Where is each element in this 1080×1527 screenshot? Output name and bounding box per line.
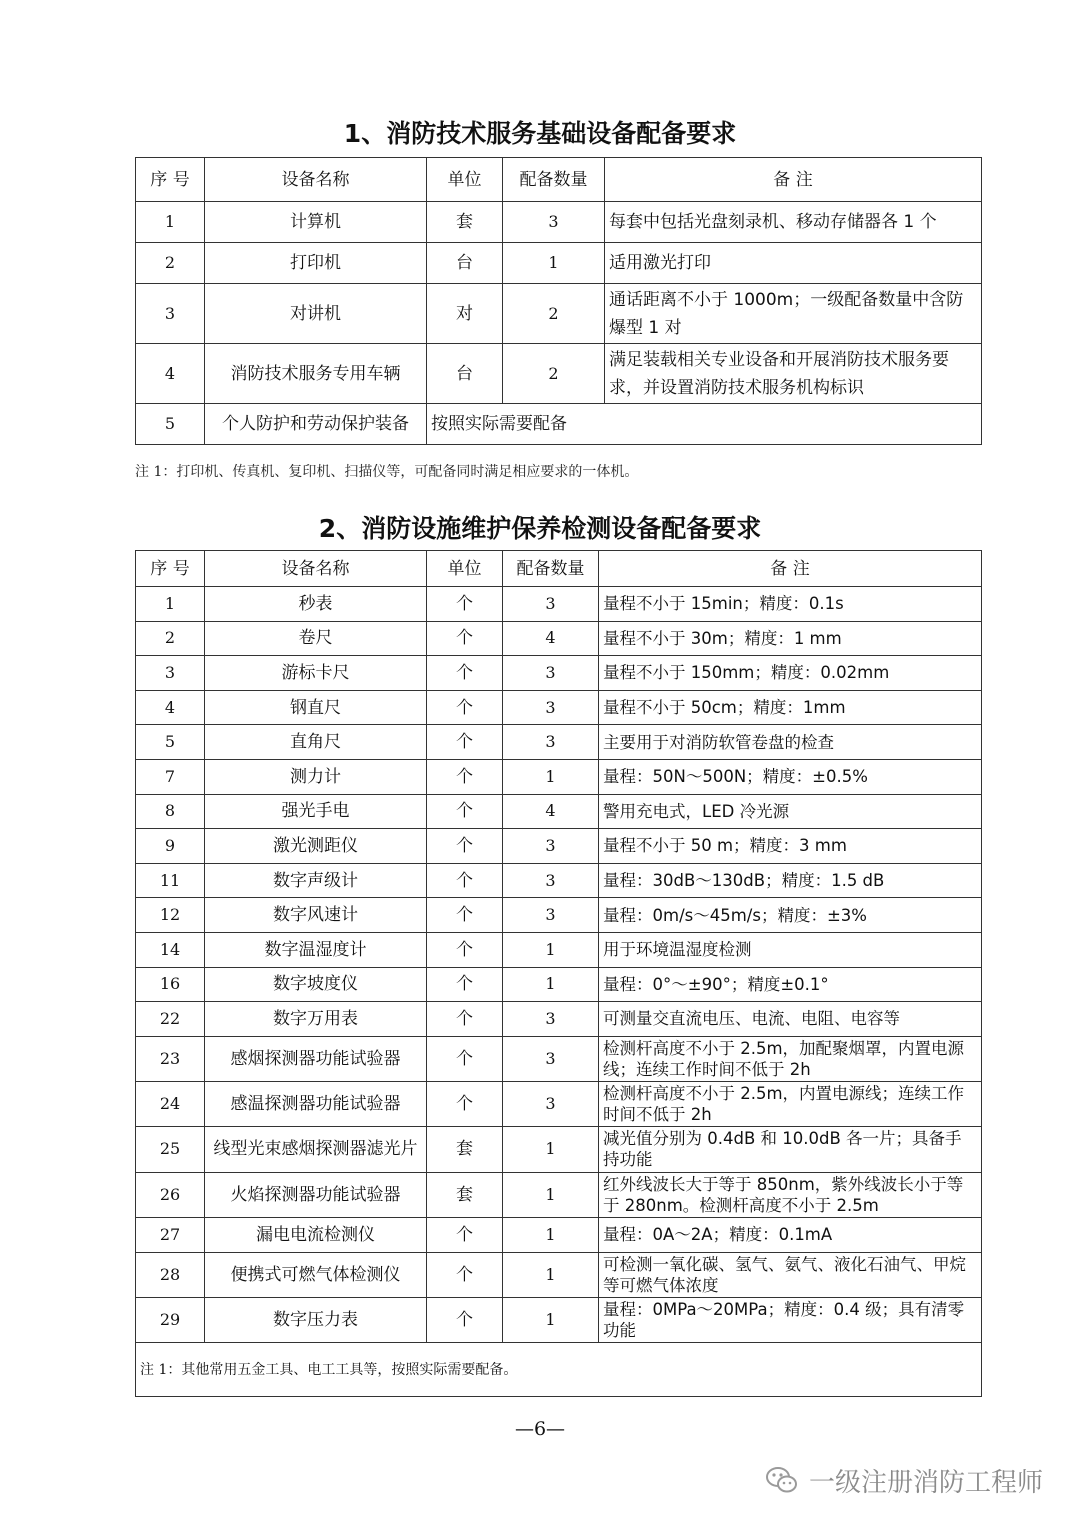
row-qty: 2: [503, 284, 605, 344]
row-name: 线型光束感烟探测器滤光片: [205, 1127, 427, 1172]
table-row: [136, 725, 982, 760]
row-qty: 1: [503, 1252, 599, 1297]
table2-footnote: 注 1：其他常用五金工具、电工工具等，按照实际需要配备。: [136, 1343, 982, 1397]
row-qty: 4: [503, 621, 599, 656]
row-unit: 套: [427, 202, 503, 243]
row-name: 直角尺: [205, 725, 427, 760]
row-note: 量程不小于 50cm；精度：1mm: [599, 690, 982, 725]
row-unit: 个: [427, 829, 503, 864]
header-qty: 配备数量: [503, 551, 599, 587]
row-name: 计算机: [205, 202, 427, 243]
header-name: 设备名称: [205, 551, 427, 587]
table-row: [136, 404, 982, 445]
row-note: 量程：30dB～130dB；精度：1.5 dB: [599, 863, 982, 898]
row-no: 12: [136, 898, 205, 933]
row-name: 火焰探测器功能试验器: [205, 1172, 427, 1217]
table-row: [136, 284, 982, 344]
row-unit: 套: [427, 1127, 503, 1172]
header-no: 序 号: [136, 158, 205, 202]
row-name: 数字坡度仪: [205, 967, 427, 1002]
row-no: 16: [136, 967, 205, 1002]
table-row: [136, 1002, 982, 1037]
row-no: 1: [136, 202, 205, 243]
row-name: 打印机: [205, 243, 427, 284]
row-no: 3: [136, 656, 205, 691]
row-qty: 3: [503, 898, 599, 933]
row-name: 便携式可燃气体检测仪: [205, 1252, 427, 1297]
row-note: 适用激光打印: [605, 243, 982, 284]
row-no: 9: [136, 829, 205, 864]
row-note: 量程不小于 30m；精度：1 mm: [599, 621, 982, 656]
row-note: 可检测一氧化碳、氢气、氨气、液化石油气、甲烷等可燃气体浓度: [599, 1252, 982, 1297]
row-note: 减光值分别为 0.4dB 和 10.0dB 各一片；具备手持功能: [599, 1127, 982, 1172]
row-merged-note: 按照实际需要配备: [427, 404, 982, 445]
row-note: 用于环境温湿度检测: [599, 932, 982, 967]
row-no: 8: [136, 794, 205, 829]
table-row: [136, 932, 982, 967]
row-qty: 3: [503, 202, 605, 243]
watermark-text: 一级注册消防工程师: [809, 1467, 1044, 1498]
row-note: 每套中包括光盘刻录机、移动存储器各 1 个: [605, 202, 982, 243]
row-note: 量程：0A～2A；精度：0.1mA: [599, 1217, 982, 1252]
watermark: [765, 1463, 1043, 1497]
row-name: 感温探测器功能试验器: [205, 1082, 427, 1127]
row-name: 感烟探测器功能试验器: [205, 1036, 427, 1081]
row-no: 2: [136, 243, 205, 284]
row-no: 23: [136, 1036, 205, 1081]
table1-title: 1、消防技术服务基础设备配备要求: [343, 119, 737, 148]
header-qty: 配备数量: [503, 158, 605, 202]
row-note: 可测量交直流电压、电流、电阻、电容等: [599, 1002, 982, 1037]
row-unit: 对: [427, 284, 503, 344]
row-unit: 个: [427, 1252, 503, 1297]
row-qty: 1: [503, 1127, 599, 1172]
row-name: 个人防护和劳动保护装备: [205, 404, 427, 445]
row-no: 24: [136, 1082, 205, 1127]
table-row: [136, 1297, 982, 1342]
row-note: 量程不小于 150mm；精度：0.02mm: [599, 656, 982, 691]
table2-footnote-row: [136, 1343, 982, 1397]
row-no: 7: [136, 759, 205, 794]
row-unit: 个: [427, 898, 503, 933]
row-note: 量程：0MPa～20MPa；精度：0.4 级；具有清零功能: [599, 1297, 982, 1342]
row-note: 量程不小于 15min；精度：0.1s: [599, 587, 982, 622]
row-unit: 套: [427, 1172, 503, 1217]
row-qty: 1: [503, 932, 599, 967]
row-note: 量程：50N～500N；精度：±0.5%: [599, 759, 982, 794]
row-name: 测力计: [205, 759, 427, 794]
row-qty: 1: [503, 1297, 599, 1342]
row-note: 量程：0m/s～45m/s；精度：±3%: [599, 898, 982, 933]
page-number: —6—: [514, 1418, 566, 1440]
row-qty: 3: [503, 863, 599, 898]
table-row: [136, 587, 982, 622]
table-row: [136, 656, 982, 691]
row-name: 钢直尺: [205, 690, 427, 725]
row-unit: 个: [427, 1002, 503, 1037]
row-note: 主要用于对消防软管卷盘的检查: [599, 725, 982, 760]
row-qty: 3: [503, 690, 599, 725]
row-qty: 3: [503, 1002, 599, 1037]
row-unit: 个: [427, 587, 503, 622]
row-qty: 3: [503, 1082, 599, 1127]
row-unit: 个: [427, 932, 503, 967]
row-note: 检测杆高度不小于 2.5m，加配聚烟罩，内置电源线；连续工作时间不低于 2h: [599, 1036, 982, 1081]
row-name: 消防技术服务专用车辆: [205, 344, 427, 404]
row-name: 秒表: [205, 587, 427, 622]
table-row: [136, 898, 982, 933]
row-qty: 1: [503, 243, 605, 284]
row-no: 22: [136, 1002, 205, 1037]
row-unit: 个: [427, 1082, 503, 1127]
row-qty: 3: [503, 587, 599, 622]
table-row: [136, 829, 982, 864]
row-name: 激光测距仪: [205, 829, 427, 864]
wechat-icon: [765, 1465, 799, 1495]
row-qty: 3: [503, 829, 599, 864]
row-qty: 1: [503, 1172, 599, 1217]
header-no: 序 号: [136, 551, 205, 587]
row-unit: 个: [427, 759, 503, 794]
table-row: [136, 863, 982, 898]
row-unit: 个: [427, 967, 503, 1002]
row-no: 25: [136, 1127, 205, 1172]
row-name: 对讲机: [205, 284, 427, 344]
row-no: 5: [136, 725, 205, 760]
row-no: 3: [136, 284, 205, 344]
row-name: 强光手电: [205, 794, 427, 829]
row-name: 数字声级计: [205, 863, 427, 898]
header-note: 备 注: [605, 158, 982, 202]
row-unit: 个: [427, 690, 503, 725]
row-no: 4: [136, 690, 205, 725]
table-row: [136, 967, 982, 1002]
row-name: 数字风速计: [205, 898, 427, 933]
table-row: [136, 1172, 982, 1217]
row-note: 量程不小于 50 m；精度：3 mm: [599, 829, 982, 864]
row-unit: 个: [427, 1036, 503, 1081]
row-no: 1: [136, 587, 205, 622]
row-name: 数字压力表: [205, 1297, 427, 1342]
row-name: 数字温湿度计: [205, 932, 427, 967]
table2-title: 2、消防设施维护保养检测设备配备要求: [318, 514, 762, 543]
row-qty: 1: [503, 1217, 599, 1252]
row-no: 4: [136, 344, 205, 404]
row-no: 5: [136, 404, 205, 445]
table-row: [136, 794, 982, 829]
row-no: 26: [136, 1172, 205, 1217]
row-note: 满足装载相关专业设备和开展消防技术服务要求，并设置消防技术服务机构标识: [605, 344, 982, 404]
header-unit: 单位: [427, 551, 503, 587]
table-row: [136, 690, 982, 725]
row-unit: 个: [427, 794, 503, 829]
table-row: [136, 344, 982, 404]
row-note: 警用充电式，LED 冷光源: [599, 794, 982, 829]
table-header-row: [136, 551, 982, 587]
row-unit: 个: [427, 621, 503, 656]
row-unit: 个: [427, 1217, 503, 1252]
table-row: [136, 621, 982, 656]
row-note: 量程：0°～±90°；精度±0.1°: [599, 967, 982, 1002]
row-qty: 4: [503, 794, 599, 829]
row-name: 卷尺: [205, 621, 427, 656]
row-name: 数字万用表: [205, 1002, 427, 1037]
table-row: [136, 1082, 982, 1127]
row-qty: 3: [503, 1036, 599, 1081]
row-unit: 个: [427, 725, 503, 760]
row-unit: 台: [427, 344, 503, 404]
row-note: 通话距离不小于 1000m；一级配备数量中含防爆型 1 对: [605, 284, 982, 344]
row-no: 28: [136, 1252, 205, 1297]
table2: [135, 550, 982, 1397]
row-unit: 个: [427, 863, 503, 898]
table1-footnote: 注 1：打印机、传真机、复印机、扫描仪等，可配备同时满足相应要求的一体机。: [135, 464, 639, 480]
header-note: 备 注: [599, 551, 982, 587]
row-name: 游标卡尺: [205, 656, 427, 691]
table-row: [136, 202, 982, 243]
table-row: [136, 243, 982, 284]
row-qty: 1: [503, 759, 599, 794]
row-qty: 1: [503, 967, 599, 1002]
table-header-row: [136, 158, 982, 202]
row-no: 14: [136, 932, 205, 967]
row-note: 检测杆高度不小于 2.5m，内置电源线；连续工作时间不低于 2h: [599, 1082, 982, 1127]
row-no: 27: [136, 1217, 205, 1252]
row-unit: 台: [427, 243, 503, 284]
table-row: [136, 1252, 982, 1297]
row-unit: 个: [427, 656, 503, 691]
header-unit: 单位: [427, 158, 503, 202]
header-name: 设备名称: [205, 158, 427, 202]
table-row: [136, 1217, 982, 1252]
row-name: 漏电电流检测仪: [205, 1217, 427, 1252]
row-no: 29: [136, 1297, 205, 1342]
row-no: 11: [136, 863, 205, 898]
row-qty: 3: [503, 656, 599, 691]
row-no: 2: [136, 621, 205, 656]
table1: [135, 157, 982, 445]
table-row: [136, 1036, 982, 1081]
row-qty: 3: [503, 725, 599, 760]
row-qty: 2: [503, 344, 605, 404]
row-note: 红外线波长大于等于 850nm，紫外线波长小于等于 280nm。检测杆高度不小于 2.5m: [599, 1172, 982, 1217]
table-row: [136, 1127, 982, 1172]
table-row: [136, 759, 982, 794]
row-unit: 个: [427, 1297, 503, 1342]
